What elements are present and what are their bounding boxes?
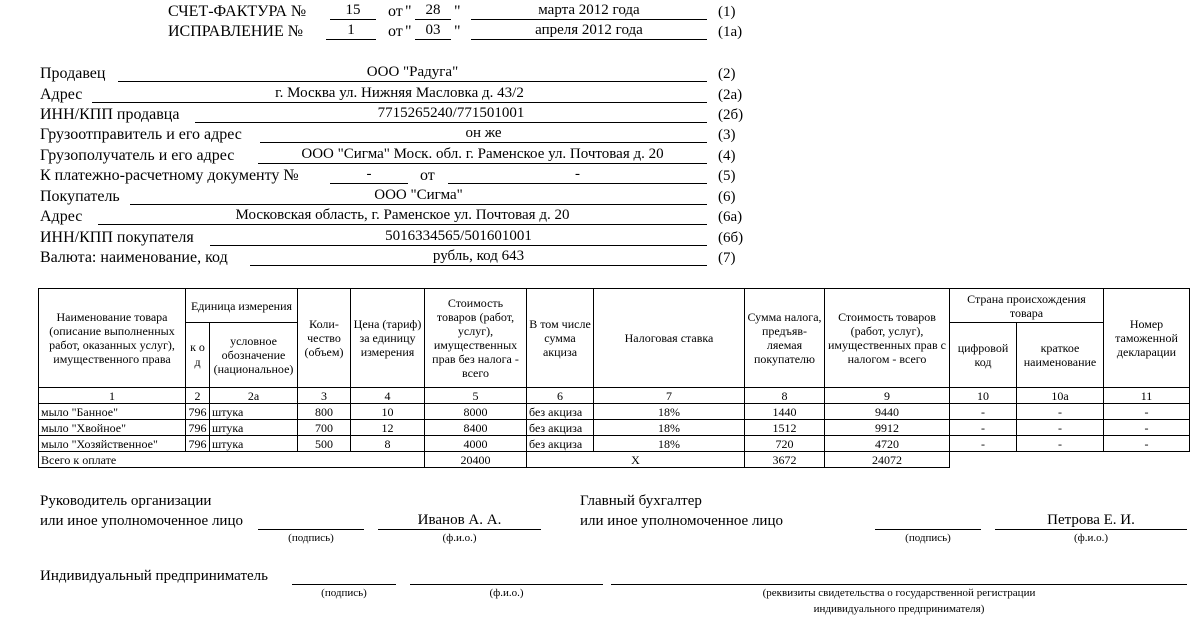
field-value: он же: [260, 124, 707, 143]
field-ref: (2б): [718, 107, 744, 123]
column-numbers-row: [39, 388, 1190, 404]
field-value: -: [330, 165, 408, 184]
col-number: 9: [825, 388, 950, 404]
registration-note-1: (реквизиты свидетельства о государственной регистрации: [762, 587, 1036, 599]
header-unit-name: условное обозначение (национальное): [210, 323, 298, 388]
accountant-label-2: или иное уполномоченное лицо: [580, 513, 783, 529]
header-cost-no-tax: Стоимость товаров (работ, услуг), имущественных прав без налога - всего: [425, 289, 527, 388]
header-customs: Номер таможенной декларации: [1104, 289, 1190, 388]
field-value: ООО "Сигма": [130, 186, 707, 205]
field-label: Валюта: наименование, код: [40, 249, 228, 266]
cell-cost-no-tax: 4000: [425, 436, 527, 452]
field-value: г. Москва ул. Нижняя Масловка д. 43/2: [92, 84, 707, 103]
col-number: 7: [594, 388, 745, 404]
invoice-day: 28: [415, 1, 451, 20]
correction-day: 03: [415, 21, 451, 40]
cell-excise: без акциза: [527, 436, 594, 452]
total-cost-with-tax: 24072: [825, 452, 950, 468]
cell-tax-sum: 1512: [745, 420, 825, 436]
field-ref: (3): [718, 127, 736, 143]
cell-country-code: -: [950, 420, 1017, 436]
cell-cost-with-tax: 9912: [825, 420, 950, 436]
quote-open: ": [405, 23, 412, 40]
entrepreneur-fio-note: (ф.и.о.): [489, 587, 524, 599]
cell-customs: -: [1104, 420, 1190, 436]
cell-cost-with-tax: 4720: [825, 436, 950, 452]
head-signature-line: [258, 511, 364, 530]
correction-ref: (1а): [718, 24, 743, 40]
field-value: ООО "Радуга": [118, 63, 707, 82]
entrepreneur-label: Индивидуальный предприниматель: [40, 568, 268, 584]
accountant-signature-line: [875, 511, 981, 530]
payment-doc-date: -: [448, 165, 707, 184]
table-row: [39, 436, 1190, 452]
cell-country-code: -: [950, 404, 1017, 420]
cell-tax-rate: 18%: [594, 436, 745, 452]
field-ref: (2): [718, 66, 736, 82]
cell-country-name: -: [1017, 404, 1104, 420]
col-number: 2а: [210, 388, 298, 404]
cell-unit-code: 796: [186, 404, 210, 420]
header-country-name: краткое наименование: [1017, 323, 1104, 388]
cell-tax-rate: 18%: [594, 420, 745, 436]
header-tax-sum: Сумма налога, предъяв-ляемая покупателю: [745, 289, 825, 388]
cell-qty: 700: [298, 420, 351, 436]
field-ref: (6а): [718, 209, 743, 225]
col-number: 1: [39, 388, 186, 404]
field-label: ИНН/КПП покупателя: [40, 229, 194, 246]
header-unit-code: к о д: [186, 323, 210, 388]
field-label: Адрес: [40, 208, 83, 225]
cell-cost-no-tax: 8000: [425, 404, 527, 420]
cell-price: 8: [351, 436, 425, 452]
field-label: Продавец: [40, 65, 106, 82]
invoice-label: СЧЕТ-ФАКТУРА №: [168, 3, 307, 20]
cell-customs: -: [1104, 436, 1190, 452]
header-unit: Единица измерения: [186, 289, 298, 323]
cell-price: 12: [351, 420, 425, 436]
entrepreneur-signature-note: (подпись): [321, 587, 367, 599]
field-label: Грузополучатель и его адрес: [40, 147, 235, 164]
head-signature-note: (подпись): [288, 532, 334, 544]
quote-open: ": [405, 3, 412, 20]
accountant-fio-note: (ф.и.о.): [1073, 532, 1109, 544]
col-number: 10: [950, 388, 1017, 404]
correction-number: 1: [326, 21, 376, 40]
cell-excise: без акциза: [527, 420, 594, 436]
invoice-month-year: марта 2012 года: [471, 1, 707, 20]
total-row: [39, 452, 1190, 468]
field-ref: (5): [718, 168, 736, 184]
header-country-code: цифровой код: [950, 323, 1017, 388]
field-ref: (7): [718, 250, 736, 266]
col-number: 2: [186, 388, 210, 404]
field-ref: (6): [718, 189, 736, 205]
field-value: ООО "Сигма" Моск. обл. г. Раменское ул. Почтовая д. 20: [258, 145, 707, 164]
header-tax-rate: Налоговая ставка: [594, 289, 745, 388]
cell-cost-with-tax: 9440: [825, 404, 950, 420]
field-label: К платежно-расчетному документу №: [40, 167, 299, 184]
head-label-2: или иное уполномоченное лицо: [40, 513, 243, 529]
accountant-label-1: Главный бухгалтер: [580, 493, 702, 509]
field-label: Покупатель: [40, 188, 120, 205]
table-row: [39, 420, 1190, 436]
header-excise: В том числе сумма акциза: [527, 289, 594, 388]
header-name: Наименование товара (описание выполненных работ, оказанных услуг), имущественного права: [39, 289, 186, 388]
col-number: 4: [351, 388, 425, 404]
cell-unit-code: 796: [186, 436, 210, 452]
invoice-table: [38, 288, 1190, 468]
cell-tax-sum: 720: [745, 436, 825, 452]
correction-label: ИСПРАВЛЕНИЕ №: [168, 23, 304, 40]
head-name: Иванов А. А.: [378, 511, 541, 530]
invoice-ref: (1): [718, 4, 736, 20]
cell-name: мыло "Банное": [39, 404, 186, 420]
head-fio-note: (ф.и.о.): [442, 532, 477, 544]
entrepreneur-signature-line: [292, 566, 396, 585]
cell-tax-sum: 1440: [745, 404, 825, 420]
header-country: Страна происхождения товара: [950, 289, 1104, 323]
field-ref: (4): [718, 148, 736, 164]
cell-qty: 500: [298, 436, 351, 452]
quote-close: ": [454, 23, 461, 40]
field-value: Московская область, г. Раменское ул. Почтовая д. 20: [98, 206, 707, 225]
invoice-from-label: от: [388, 3, 403, 20]
col-number: 6: [527, 388, 594, 404]
col-number: 11: [1104, 388, 1190, 404]
field-value: 5016334565/501601001: [210, 227, 707, 246]
cell-cost-no-tax: 8400: [425, 420, 527, 436]
cell-unit-name: штука: [210, 404, 298, 420]
cell-tax-rate: 18%: [594, 404, 745, 420]
total-empty: [950, 452, 1190, 468]
col-number: 10а: [1017, 388, 1104, 404]
quote-close: ": [454, 3, 461, 20]
field-label: ИНН/КПП продавца: [40, 106, 180, 123]
total-cost-no-tax: 20400: [425, 452, 527, 468]
accountant-name: Петрова Е. И.: [995, 511, 1187, 530]
payment-doc-from-label: от: [420, 167, 435, 184]
correction-from-label: от: [388, 23, 403, 40]
cell-excise: без акциза: [527, 404, 594, 420]
field-value: рубль, код 643: [250, 247, 707, 266]
cell-country-code: -: [950, 436, 1017, 452]
table-row: [39, 404, 1190, 420]
total-label: Всего к оплате: [39, 452, 425, 468]
total-excise-tax: Х: [527, 452, 745, 468]
entrepreneur-fio-line: [410, 566, 603, 585]
cell-unit-code: 796: [186, 420, 210, 436]
accountant-signature-note: (подпись): [905, 532, 951, 544]
cell-qty: 800: [298, 404, 351, 420]
field-ref: (2а): [718, 87, 743, 103]
total-tax-sum: 3672: [745, 452, 825, 468]
col-number: 3: [298, 388, 351, 404]
invoice-number: 15: [330, 1, 376, 20]
cell-name: мыло "Хвойное": [39, 420, 186, 436]
header-price: Цена (тариф) за единицу измерения: [351, 289, 425, 388]
field-value: 7715265240/771501001: [195, 104, 707, 123]
cell-customs: -: [1104, 404, 1190, 420]
head-label-1: Руководитель организации: [40, 493, 212, 509]
cell-price: 10: [351, 404, 425, 420]
col-number: 5: [425, 388, 527, 404]
cell-country-name: -: [1017, 420, 1104, 436]
cell-unit-name: штука: [210, 436, 298, 452]
field-ref: (6б): [718, 230, 744, 246]
header-qty: Коли-чество (объем): [298, 289, 351, 388]
registration-note-2: индивидуального предпринимателя): [813, 603, 985, 615]
cell-name: мыло "Хозяйственное": [39, 436, 186, 452]
col-number: 8: [745, 388, 825, 404]
correction-month-year: апреля 2012 года: [471, 21, 707, 40]
field-label: Грузоотправитель и его адрес: [40, 126, 242, 143]
field-label: Адрес: [40, 86, 83, 103]
header-cost-with-tax: Стоимость товаров (работ, услуг), имущественных прав с налогом - всего: [825, 289, 950, 388]
entrepreneur-registration-line: [611, 566, 1187, 585]
cell-country-name: -: [1017, 436, 1104, 452]
cell-unit-name: штука: [210, 420, 298, 436]
